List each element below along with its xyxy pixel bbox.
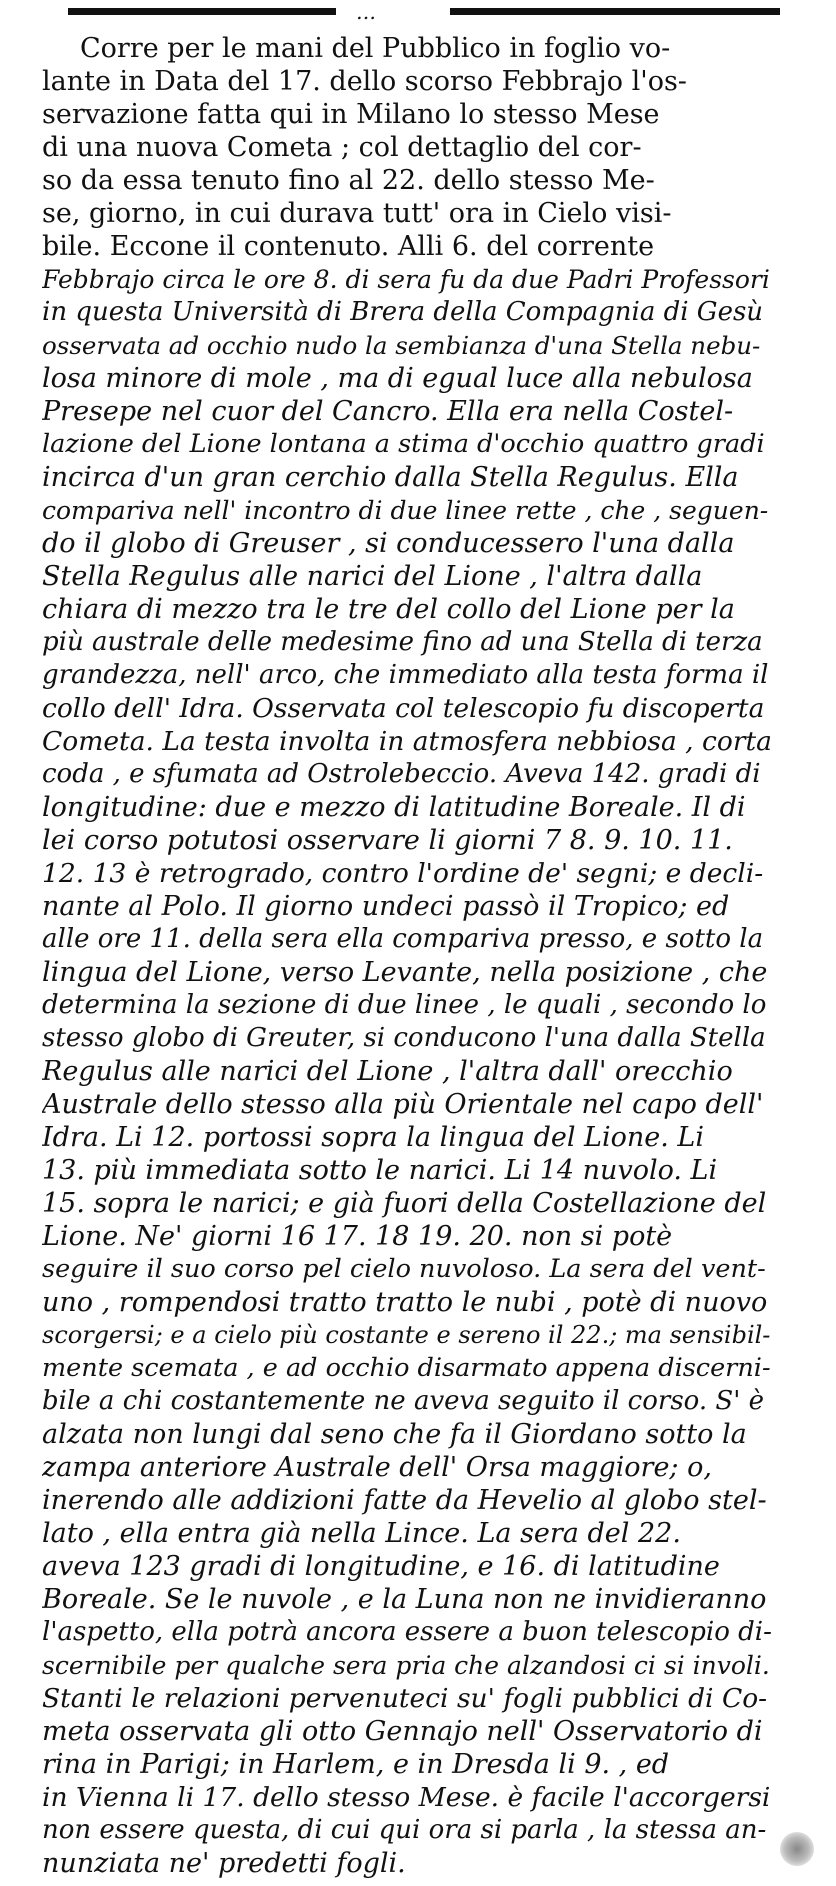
text-line: do il globo di Greuser , si conducessero l'una dalla bbox=[42, 528, 735, 559]
text-line: seguire il suo corso pel cielo nuvoloso. La sera del vent- bbox=[42, 1254, 766, 1284]
text-line: Stanti le relazioni pervenuteci su' fogli pubblici di Co- bbox=[42, 1683, 768, 1714]
text-line: compariva nell' incontro di due linee rette , che , seguen- bbox=[42, 496, 769, 525]
text-line: chiara di mezzo tra le tre del collo del Lione per la bbox=[42, 594, 735, 625]
text-line: lante in Data del 17. dello scorso Febbrajo l'os- bbox=[42, 66, 687, 97]
text-line: lato , ella entra già nella Lince. La sera del 22. bbox=[42, 1518, 681, 1549]
text-line: lazione del Lione lontana a stima d'occhio quattro gradi bbox=[42, 429, 765, 459]
text-line: in Vienna li 17. dello stesso Mese. è facile l'accorgersi bbox=[42, 1782, 771, 1813]
text-line: 15. sopra le narici; e già fuori della Costellazione del bbox=[42, 1188, 767, 1219]
text-line: so da essa tenuto fino al 22. dello stesso Me- bbox=[42, 165, 655, 196]
top-rule-right bbox=[450, 8, 780, 15]
text-line: collo dell' Idra. Osservata col telescopio fu discoperta bbox=[42, 693, 765, 724]
text-line: coda , e sfumata ad Ostrolebeccio. Aveva 142. gradi di bbox=[42, 759, 761, 789]
text-line: Lione. Ne' giorni 16 17. 18 19. 20. non si potè bbox=[42, 1221, 673, 1252]
text-line: lei corso potutosi osservare li giorni 7 8. 9. 10. 11. bbox=[42, 825, 733, 856]
ink-stain bbox=[780, 1832, 814, 1866]
text-line: nante al Polo. Il giorno undeci passò il Tropico; ed bbox=[42, 891, 730, 922]
text-line: scernibile per qualche sera pria che alzandosi ci si involi. bbox=[42, 1651, 770, 1680]
text-line: incirca d'un gran cerchio dalla Stella Regulus. Ella bbox=[42, 462, 739, 493]
text-line: rina in Parigi; in Harlem, e in Dresda li 9. , ed bbox=[42, 1749, 670, 1780]
text-line: Cometa. La testa involta in atmosfera nebbiosa , corta bbox=[42, 726, 772, 757]
text-line: grandezza, nell' arco, che immediato alla testa forma il bbox=[42, 660, 769, 690]
text-line: stesso globo di Greuter, si conducono l'una dalla Stella bbox=[42, 1023, 766, 1053]
text-line: bile. Eccone il contenuto. Alli 6. del corrente bbox=[42, 231, 655, 262]
text-line: Febbrajo circa le ore 8. di sera fu da due Padri Professori bbox=[42, 265, 770, 294]
text-line: Boreale. Se le nuvole , e la Luna non ne invidieranno bbox=[42, 1584, 767, 1615]
text-line: zampa anteriore Australe dell' Orsa maggiore; o, bbox=[42, 1452, 712, 1483]
text-line: mente scemata , e ad occhio disarmato appena discerni- bbox=[42, 1353, 771, 1383]
text-line: alzata non lungi dal seno che fa il Giordano sotto la bbox=[42, 1419, 747, 1450]
text-line: non essere questa, di cui qui ora si parla , la stessa an- bbox=[42, 1815, 767, 1845]
text-line: determina la sezione di due linee , le quali , secondo lo bbox=[42, 990, 767, 1020]
top-rule-left bbox=[68, 8, 336, 15]
text-line: l'aspetto, ella potrà ancora essere a buon telescopio di- bbox=[42, 1617, 772, 1647]
text-line: alle ore 11. della sera ella compariva presso, e sotto la bbox=[42, 924, 764, 954]
text-line: osservata ad occhio nudo la sembianza d'una Stella nebu- bbox=[42, 331, 761, 360]
header-fragment: … bbox=[356, 0, 378, 24]
text-line: longitudine: due e mezzo di latitudine Boreale. Il di bbox=[42, 792, 746, 823]
text-line: 12. 13 è retrogrado, contro l'ordine de' segni; e decli- bbox=[42, 858, 764, 889]
text-line: Australe dello stesso alla più Orientale nel capo dell' bbox=[42, 1089, 764, 1120]
text-line: Presepe nel cuor del Cancro. Ella era nella Costel- bbox=[42, 396, 734, 427]
text-line: se, giorno, in cui durava tutt' ora in Cielo visi- bbox=[42, 198, 672, 229]
text-line: inerendo alle addizioni fatte da Hevelio al globo stel- bbox=[42, 1485, 767, 1516]
text-line: losa minore di mole , ma di egual luce alla nebulosa bbox=[42, 363, 753, 394]
text-line: Regulus alle narici del Lione , l'altra dall' orecchio bbox=[42, 1056, 733, 1087]
text-line: 13. più immediata sotto le narici. Li 14 nuvolo. Li bbox=[42, 1155, 718, 1186]
text-line: in questa Università di Brera della Compagnia di Gesù bbox=[42, 297, 764, 327]
text-line: bile a chi costantemente ne aveva seguito il corso. S' è bbox=[42, 1386, 764, 1416]
text-line: Stella Regulus alle narici del Lione , l'altra dalla bbox=[42, 561, 703, 592]
text-line: di una nuova Cometa ; col dettaglio del cor- bbox=[42, 132, 642, 163]
text-line: lingua del Lione, verso Levante, nella posizione , che bbox=[42, 957, 768, 988]
text-line: servazione fatta qui in Milano lo stesso Mese bbox=[42, 99, 660, 130]
text-line: Corre per le mani del Pubblico in foglio vo- bbox=[80, 33, 671, 64]
text-line: aveva 123 gradi di longitudine, e 16. di latitudine bbox=[42, 1551, 720, 1582]
text-line: scorgersi; e a cielo più costante e sereno il 22.; ma sensibil- bbox=[42, 1321, 771, 1349]
article-text bbox=[42, 32, 772, 1880]
text-line: nunziata ne' predetti fogli. bbox=[42, 1848, 406, 1879]
text-line: uno , rompendosi tratto tratto le nubi , potè di nuovo bbox=[42, 1287, 768, 1318]
text-line: più australe delle medesime fino ad una Stella di terza bbox=[42, 627, 763, 657]
text-line: meta osservata gli otto Gennajo nell' Osservatorio di bbox=[42, 1716, 763, 1747]
text-line: Idra. Li 12. portossi sopra la lingua del Lione. Li bbox=[42, 1122, 704, 1153]
